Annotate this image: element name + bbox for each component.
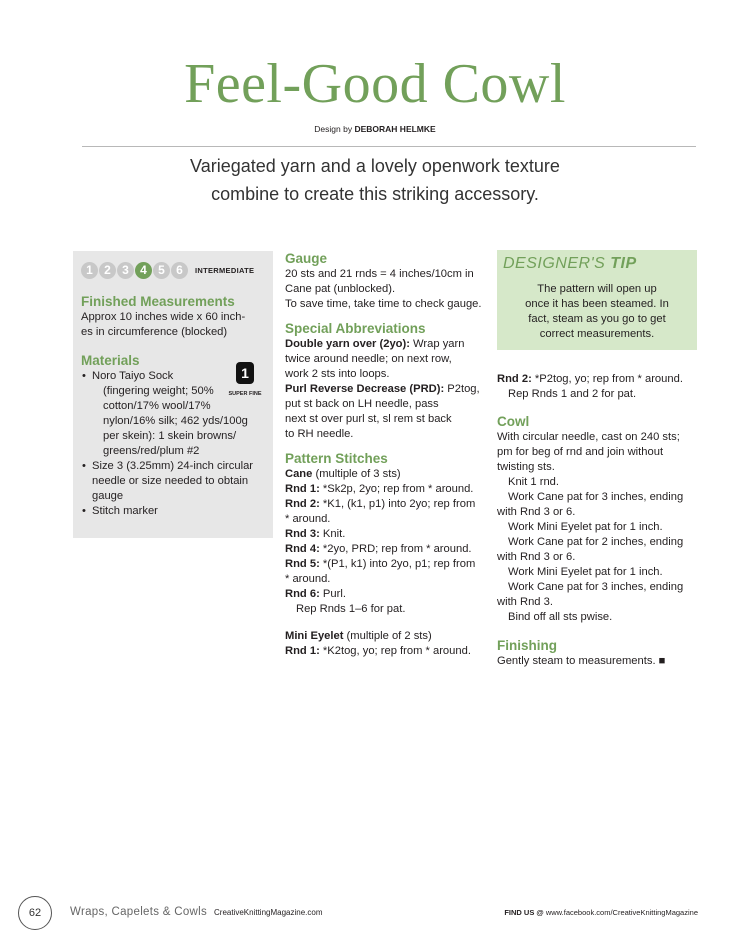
finishing-text: Gently steam to measurements. ■ bbox=[497, 655, 666, 667]
find-us-label: FIND US @ bbox=[504, 908, 544, 917]
materials-line: Noro Taiyo Sock bbox=[92, 370, 174, 382]
round-label: Rnd 5: bbox=[285, 558, 320, 570]
tip-line: once it has been steamed. In bbox=[525, 298, 669, 310]
byline bbox=[0, 124, 750, 134]
cowl-heading: Cowl bbox=[497, 414, 530, 429]
stitch-line: Rep Rnds 1–6 for pat. bbox=[296, 603, 406, 615]
stitch-line bbox=[285, 629, 490, 644]
subtitle-line: combine to create this striking accessory. bbox=[211, 184, 539, 204]
stitch-line bbox=[285, 542, 490, 557]
abbrev-line bbox=[285, 382, 490, 397]
details-panel bbox=[73, 251, 273, 538]
materials-item bbox=[81, 504, 265, 519]
cowl-line: Work Cane pat for 3 inches, ending bbox=[508, 581, 684, 593]
stitch-name: Mini Eyelet bbox=[285, 630, 344, 642]
skill-level-label: INTERMEDIATE bbox=[195, 265, 255, 275]
cowl-line: with Rnd 3 or 6. bbox=[497, 551, 576, 563]
cowl-line: Work Mini Eyelet pat for 1 inch. bbox=[508, 566, 663, 578]
cowl-line: twisting sts. bbox=[497, 461, 555, 473]
materials-heading: Materials bbox=[81, 353, 140, 368]
round-label: Rnd 4: bbox=[285, 543, 320, 555]
abbrev-line: work 2 sts into loops. bbox=[285, 368, 390, 380]
bullet: • bbox=[82, 370, 86, 382]
stitch-line: * around. bbox=[285, 513, 331, 525]
round-label: Rnd 1: bbox=[285, 645, 320, 657]
materials-line: per skein): 1 skein browns/ bbox=[103, 430, 237, 442]
stitch-line bbox=[285, 527, 490, 542]
gauge-line: Cane pat (unblocked). bbox=[285, 283, 396, 295]
cowl-line: with Rnd 3. bbox=[497, 596, 553, 608]
middle-column bbox=[285, 250, 490, 659]
finished-text: es in circumference (blocked) bbox=[81, 326, 228, 338]
cowl-line: with Rnd 3 or 6. bbox=[497, 506, 576, 518]
tip-heading-word: DESIGNER'S bbox=[503, 255, 606, 272]
tip-line: correct measurements. bbox=[539, 328, 655, 340]
round-text: Knit. bbox=[319, 528, 346, 540]
stitches-heading: Pattern Stitches bbox=[285, 451, 388, 466]
tip-line: fact, steam as you go to get bbox=[528, 313, 666, 325]
skill-level bbox=[81, 261, 265, 279]
round-label: Rnd 1: bbox=[285, 483, 320, 495]
cowl-line: Work Mini Eyelet pat for 1 inch. bbox=[508, 521, 663, 533]
round-text: Purl. bbox=[319, 588, 346, 600]
stitch-line: * around. bbox=[285, 573, 331, 585]
cowl-line: With circular needle, cast on 240 sts; bbox=[497, 431, 680, 443]
skill-level-circle: 1 bbox=[81, 262, 98, 279]
skill-level-circle: 2 bbox=[99, 262, 116, 279]
bullet: • bbox=[82, 460, 86, 472]
materials-line: (fingering weight; 50% bbox=[103, 385, 214, 397]
abbrev-line: next st over purl st, sl rem st back bbox=[285, 413, 452, 425]
abbrev-def: Wrap yarn bbox=[409, 338, 465, 350]
cowl-line: pm for beg of rnd and join without bbox=[497, 446, 664, 458]
stitch-line bbox=[497, 372, 697, 387]
skill-level-circle-active: 4 bbox=[135, 262, 152, 279]
right-column bbox=[497, 250, 697, 669]
page-number: 62 bbox=[18, 896, 52, 930]
page-footer bbox=[0, 896, 750, 926]
round-label: Rnd 6: bbox=[285, 588, 320, 600]
stitch-line bbox=[285, 557, 490, 572]
bullet: • bbox=[82, 505, 86, 517]
round-label: Rnd 2: bbox=[285, 498, 320, 510]
skill-level-circle: 6 bbox=[171, 262, 188, 279]
gauge-line: To save time, take time to check gauge. bbox=[285, 298, 482, 310]
round-label: Rnd 2: bbox=[497, 373, 532, 385]
section-name: Wraps, Capelets & Cowls bbox=[70, 906, 208, 918]
abbrev-line: twice around needle; on next row, bbox=[285, 353, 452, 365]
stitch-multiple: (multiple of 2 sts) bbox=[343, 630, 432, 642]
abbrev-def: P2tog, bbox=[444, 383, 480, 395]
materials-item bbox=[81, 459, 265, 504]
round-text: *P2tog, yo; rep from * around. bbox=[531, 373, 683, 385]
subtitle-line: Variegated yarn and a lovely openwork texture bbox=[190, 156, 560, 176]
designer-tip-box bbox=[497, 250, 697, 350]
stitch-line: Rep Rnds 1 and 2 for pat. bbox=[508, 388, 637, 400]
materials-line: gauge bbox=[92, 490, 124, 502]
cowl-line: Knit 1 rnd. bbox=[508, 476, 559, 488]
facebook-link[interactable] bbox=[504, 908, 698, 917]
website-link[interactable]: CreativeKnittingMagazine.com bbox=[214, 908, 323, 917]
abbrev-term: Purl Reverse Decrease (PRD): bbox=[285, 383, 445, 395]
gauge-heading: Gauge bbox=[285, 251, 328, 266]
yarn-weight-label: SUPER FINE bbox=[228, 391, 262, 397]
materials-line: needle or size needed to obtain bbox=[92, 475, 249, 487]
round-label: Rnd 3: bbox=[285, 528, 320, 540]
abbrev-heading: Special Abbreviations bbox=[285, 321, 426, 336]
page-title: Feel-Good Cowl bbox=[184, 53, 566, 115]
design-by-label: Design by bbox=[314, 124, 353, 134]
tip-heading-bold: TIP bbox=[610, 255, 637, 272]
cowl-line: Work Cane pat for 3 inches, ending bbox=[508, 491, 684, 503]
yarn-weight-icon bbox=[227, 362, 263, 400]
yarn-weight-number: 1 bbox=[236, 362, 254, 384]
round-text: *K2tog, yo; rep from * around. bbox=[319, 645, 471, 657]
cowl-line: Bind off all sts pwise. bbox=[508, 611, 613, 623]
finished-text: Approx 10 inches wide x 60 inch- bbox=[81, 311, 246, 323]
finishing-heading: Finishing bbox=[497, 638, 557, 653]
gauge-line: 20 sts and 21 rnds = 4 inches/10cm in bbox=[285, 268, 474, 280]
subtitle bbox=[150, 152, 600, 208]
stitch-multiple: (multiple of 3 sts) bbox=[312, 468, 401, 480]
round-text: *2yo, PRD; rep from * around. bbox=[319, 543, 472, 555]
round-text: *K1, (k1, p1) into 2yo; rep from bbox=[319, 498, 476, 510]
cowl-line: Work Cane pat for 2 inches, ending bbox=[508, 536, 684, 548]
materials-line: cotton/17% wool/17% bbox=[103, 400, 211, 412]
materials-line: Stitch marker bbox=[92, 505, 158, 517]
title-divider bbox=[82, 146, 696, 147]
tip-body bbox=[503, 282, 691, 342]
tip-heading bbox=[503, 254, 691, 273]
facebook-url: www.facebook.com/CreativeKnittingMagazine bbox=[543, 908, 698, 917]
round-text: *(P1, k1) into 2yo, p1; rep from bbox=[319, 558, 476, 570]
materials-line: Size 3 (3.25mm) 24-inch circular bbox=[92, 460, 254, 472]
abbrev-line bbox=[285, 337, 490, 352]
stitch-line bbox=[285, 644, 490, 659]
abbrev-term: Double yarn over (2yo): bbox=[285, 338, 410, 350]
stitch-line bbox=[285, 482, 490, 497]
finished-heading: Finished Measurements bbox=[81, 294, 235, 309]
stitch-name: Cane bbox=[285, 468, 313, 480]
skill-level-circle: 3 bbox=[117, 262, 134, 279]
stitch-line bbox=[285, 497, 490, 512]
round-text: *Sk2p, 2yo; rep from * around. bbox=[319, 483, 474, 495]
skill-level-circle: 5 bbox=[153, 262, 170, 279]
materials-line: greens/red/plum #2 bbox=[103, 445, 200, 457]
abbrev-line: to RH needle. bbox=[285, 428, 354, 440]
tip-line: The pattern will open up bbox=[537, 283, 657, 295]
stitch-line bbox=[285, 467, 490, 482]
designer-name: DEBORAH HELMKE bbox=[354, 124, 436, 134]
abbrev-line: put st back on LH needle, pass bbox=[285, 398, 439, 410]
stitch-line bbox=[285, 587, 490, 602]
materials-line: nylon/16% silk; 462 yds/100g bbox=[103, 415, 248, 427]
